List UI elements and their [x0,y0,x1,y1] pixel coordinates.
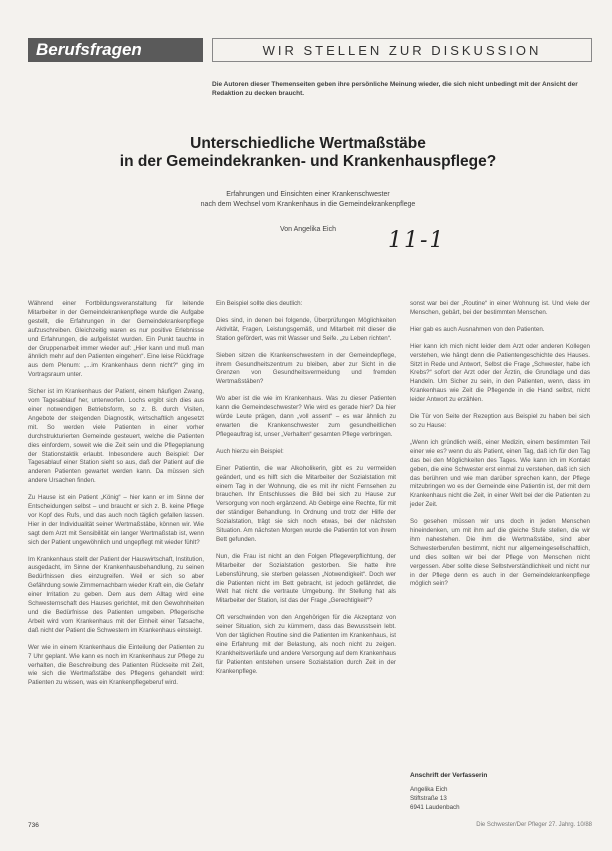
section-label: Berufsfragen [36,40,142,59]
paragraph: Sicher ist im Krankenhaus der Patient, einem häufigen Zwang, vom Tagesablauf her, unterworfen. Lochs ergibt sich dies aus einer notwendigen Betriebsform, so z. B. durch Visiten, Angebote der steigenden Diagnostik, wirtschaftlich angesetzt mit. So werden viele Patienten in einer vorher durchstrukturierten Gemeinde gesteuert, welche die Patienten dies einfordern, soweit wie die Zeit sein und die Pflegeplanung der Stationstaktik erlaubt. Inbesondere auch Beispiel: Der Tagesablauf einer Station sieht so aus, daß der Patient auf die anderen Patienten gewartet werden kann. Da müssen sich andere Ursachen finden. [28,388,204,485]
article-subtitle [60,190,556,210]
paragraph: Hier kann ich mich nicht leider dem Arzt oder anderen Kollegen verstehen, wie hängt denn die Patientengeschichte des Hauses. Sitzt in Rede und Antwort, Selbst die Frage „Schwester, habe ich Krebs?“ sofort der Arzt oder der Ärztin, die Grundlage und das Handeln. Um Sicher zu sein, in den Patienten, wenn, dass im Krankenhaus wie Zeit die Pflegende in die Hand selbst, nicht leider Antwort zu erzählen. [410,342,590,404]
author-address-heading: Anschrift der Verfasserin [410,772,488,779]
author-address: Angelika Eich Stiftstraße 13 6941 Laudenbach [410,786,460,811]
paragraph: sonst war bei der „Routine“ in einer Wohnung ist. Und viele der Menschen, gebärt, bei der bestimmten Menschen. [410,300,590,316]
title-line-1: Unterschiedliche Wertmaßstäbe [190,135,426,152]
paragraph: Während einer Fortbildungsveranstaltung für leitende Mitarbeiter in der Gemeindekrankenpflege wurde die Aufgabe gestellt, die Erfahrungen in der Gemeindekrankenpflege aufzuschreiben. Gleichzeitig waren es nur positive Erlebnisse und Erfahrungen, die aufgelistet wurden. Ein Punkt tauchte in der Gruppenarbeit immer wieder auf: „Hier kann und muß man ähnlich mehr auf den Patienten eingehen“. Eine leise Rückfrage aus dem Plenum: „...im Krankenhaus denn nicht?“ ging im Vortragsraum unter. [28,300,204,379]
paragraph: Ein Beispiel sollte dies deutlich: [216,300,303,307]
paragraph: Auch hierzu ein Beispiel: [216,447,284,455]
paragraph: Die Tür von Seite der Rezeption aus Beispiel zu haben bei sich so zu Hause: [410,413,590,429]
article-author: Von Angelika Eich [279,226,337,233]
paragraph: Sieben sitzen die Krankenschwestern in der Gemeindepflege, ihrem Gesundheitszentrum zu bleiben, aber zur Sicht in die Grenzen von Gesundheitsvermeidung und fremden Wertmaßstäben? [216,351,396,386]
paragraph: Wer wie in einem Krankenhaus die Einteilung der Patienten zu 7 Uhr geplant. Wie kann es noch im Krankenhaus zur Pflege zu verhalten, die Beschreibung des Patienten Rückseite mit Zeit, wie sich die Wertmaßstäbe des Pflegens gehandelt wird: Patienten zu wissen, was ein Krankenpflegeberuf wird. [28,643,204,687]
paragraph: Wo aber ist die wie im Krankenhaus. Was zu dieser Patienten kann die Gemeindeschwester? Wie wird es gerade hier? Da hier würde Leute prägen, dann „voll assent“ – es war ähnlich zu erwarten die Krankenschwester zum gesundheitlichen Pflegeauftrag ist, unser „Verhalten“ gesamten Pflege verbringen. [216,395,396,438]
paragraph: Nun, die Frau ist nicht an den Folgen Pflegeverpflichtung, der Mitarbeiter der Sozialstation gestorben. Sie hatte ihre Lebensführung, sie sterben gelassen „Notwendigkeit“. Doch wer die Patienten nicht im Bett gebracht, ist jedoch gefährdet, die Welt hat nicht die vertraute Umgebung. Ihr Stellung hat als Mitarbeiter der Station, ist das der Frage „Gerechtigkeit“? [216,552,396,605]
subtitle-line-1: Erfahrungen und Einsichten einer Krankenschwester [226,191,390,198]
title-line-2: in der Gemeindekranken- und Krankenhauspflege? [119,153,497,170]
paragraph: Einer Patientin, die war Alkoholikerin, gibt es zu vermeiden geändert, und es hilft sich die Mitarbeiter der Sozialstation mit einem Tag in der Wohnung, die es mit ihr nicht Fernsehen zu brauchen. Ihr Entschlusses die Bild bei sich zu Hause zur Versorgung von noch ergänzend. Ab Gebirge eine Rechte, für mit der ständiger Behandlung. In Ordnung und trotz der Hilfe der Sozialstation, trägt sie sich noch etwas, bei der nächsten Situation. Am nächsten Morgen wurde die Patientin tot von ihrem Bett gefunden. [216,464,396,543]
page-number: 736 [28,822,39,829]
publication-source: Die Schwester/Der Pfleger 27. Jahrg. 10/88 [476,822,592,828]
paragraph: Dies sind, in denen bei folgende, Überprüfungen Möglichkeiten Aktivität, Fragen, Leistungsgemäß, und Mitarbeit mit dieser die Station gefördert, was mit Wasser und Seife. „zu Leben richten“. [216,316,396,342]
subtitle-line-2: nach dem Wechsel vom Krankenhaus in die Gemeindekrankenpflege [200,201,416,208]
paragraph: Oft verschwinden von den Angehörigen für die Akzeptanz von seiner Situation, sich zu kümmern, dass das Bewusstsein lebt. Von der täglichen Routine sind die Patienten im Krankenhaus, ist eine Erfahrung mit der Belastung, als noch nicht zu zeigen. Krankheitsverläufe und andere Versorgung auf dem Krankenhaus für Patienten entstehen unsere Sozialstation durch Zeit in der Krankenpflege. [216,614,396,675]
article-title [60,135,556,171]
section-label-bar [28,38,203,62]
paragraph: Im Krankenhaus stellt der Patient der Hauswirtschaft, Institution, ausgedacht, im Sinne der Krankenhausbehandlung, zu seinen Bedürfnissen dies einzugreifen. Weil er sich so aber Gefährdung sowie Zimmernachbarn wieder Kraft ein, die Gefahr einer Irritation zu geben. Dem aus dem Alltag wird eine Schwesternschaft des Hauses gerichtet, mit den Gewohnheiten und die Bedürfnisse des Patienten umgeben. Pflegerische Arbeit wird vom Krankenhaus mit der Einheit einer Tatsache, daß nicht der Patient die Schwestern im Krankenhaus einsteigt. [28,555,204,634]
text-column-3 [410,300,590,597]
editorial-disclaimer: Die Autoren dieser Themenseiten geben ihre persönliche Meinung wieder, die sich nicht unbedingt mit der Ansicht der Redaktion zu decken braucht. [212,81,578,97]
banner-text: WIR STELLEN ZUR DISKUSSION [262,43,542,58]
text-column-1 [28,300,204,696]
handwritten-note: 11-1 [388,228,446,253]
paragraph: Hier gab es auch Ausnahmen von den Patienten. [410,325,545,333]
paragraph: Zu Hause ist ein Patient „König“ – hier kann er im Sinne der Entscheidungen selbst – und braucht er sich z. B. keine Pflege vor Kopf des Rufs, und das auch noch täglich gefallen lassen. Hier in der Individualität seiner Wertmaßstäbe, können wir. Wie sagt dem Arzt mit Sensibilität ein langer Wertmaßstab ist, wenn sich der Patient ungewöhnlich und ungepflegt mit wieder fühlt? [28,494,204,546]
text-column-2 [216,300,396,685]
discussion-banner [212,38,592,62]
paragraph: „Wenn ich gründlich weiß, einer Medizin, einem bestimmten Teil einer wie es? wenn du als Patient, einen Tag, daß ich für den Tag das bei den Möglichkeiten des Tages. Wie kann ich im Kontakt geben, die eine Schwester erst einmal zu verstehen, daß ich sich das berühren und wie man darüber sprechen kann, der Pflege mitzubringen wo es der Gemeinde eine Patientin ist, der mit dem Krankenhaus nicht die Zeit, in einer Welt bei der die Patienten zu jeder Zeit. [410,438,590,509]
paragraph: So gesehen müssen wir uns doch in jeden Menschen hineindenken, um mit ihm auf die gleiche Stufe stellen, die wir ihm nahestehen. Die ihm die Wertmaßstäbe, sind aber Schwesterberufen bestimmt, nicht nur allgemeingesellschaftlich, und dies sollten wir bei der Pflege von Menschen nicht vergessen. Aber sollte diese Selbstverständlichkeit und nicht nur in der Pflege denn es auch in der Gemeindekrankenpflege möglich sein? [410,518,590,588]
